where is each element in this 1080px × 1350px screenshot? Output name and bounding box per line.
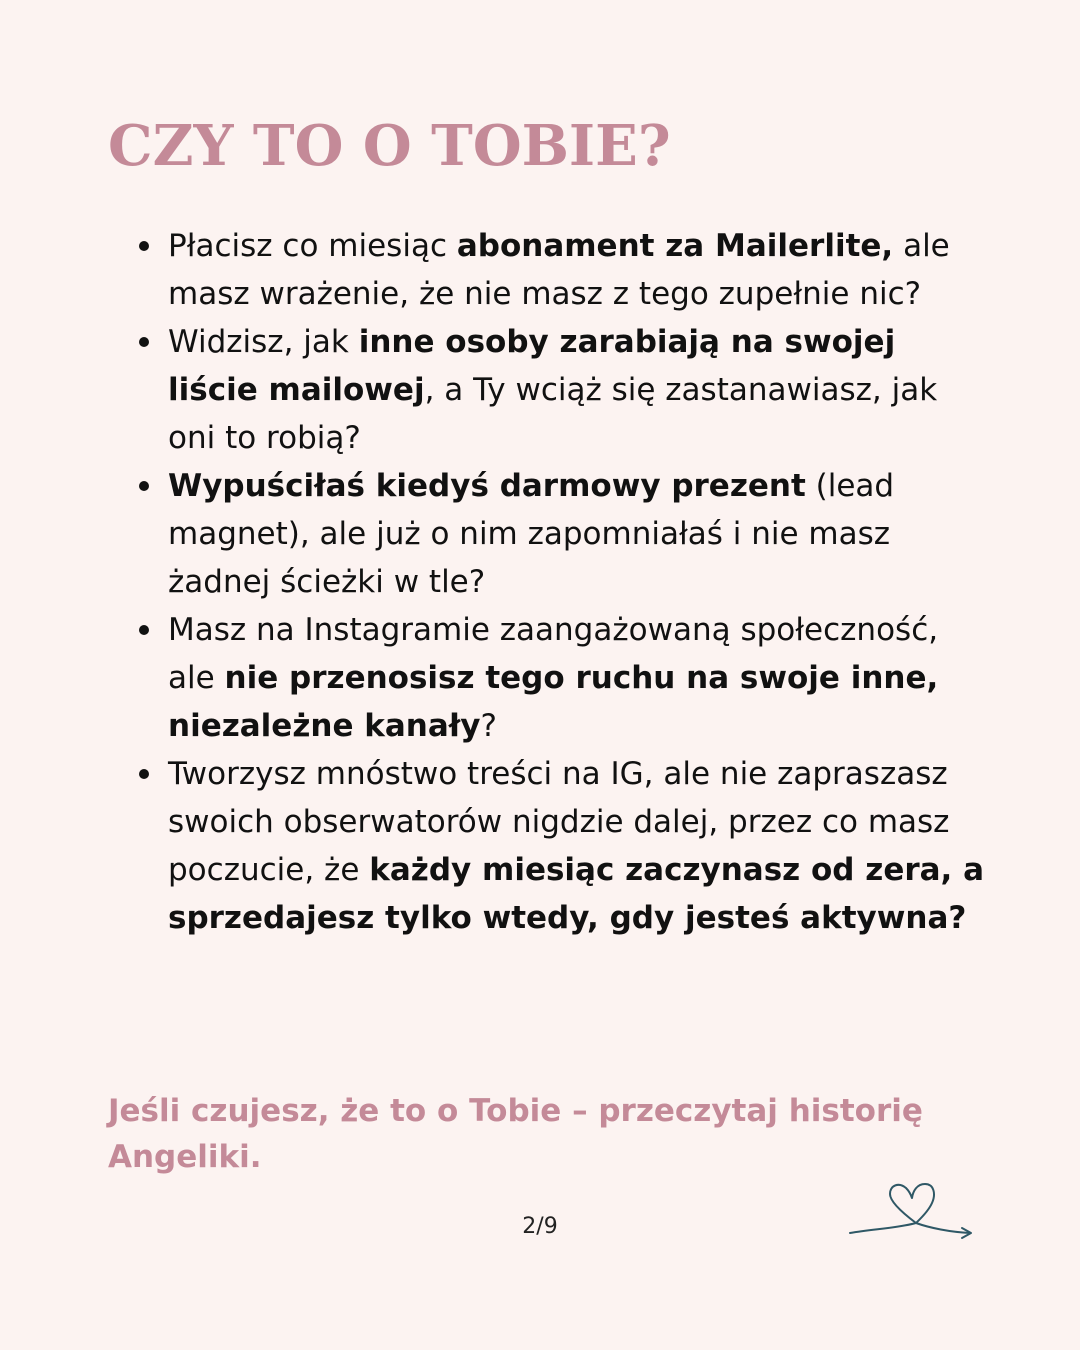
list-item-emphasis: nie przenosisz tego ruchu na swoje inne, niezależne kanały (168, 660, 939, 744)
heart-arrow-icon (846, 1176, 978, 1248)
list-item (168, 606, 988, 750)
list-item (168, 462, 988, 606)
list-item-emphasis: abonament za Mailerlite, (456, 228, 894, 264)
bullet-list (168, 222, 988, 942)
list-item-text: , a Ty wciąż się zastanawiasz, jak oni to robią? (168, 372, 938, 456)
heart-arrow-stroke (850, 1184, 970, 1233)
list-item-text: Tworzysz mnóstwo treści na IG, ale nie zapraszasz swoich obserwatorów nigdzie dalej, przez co masz poczucie, że (168, 756, 950, 888)
call-to-action: Jeśli czujesz, że to o Tobie – przeczytaj historię Angeliki. (108, 1093, 923, 1175)
list-item-text: ? (480, 708, 497, 744)
page-number: 2/9 (522, 1214, 558, 1239)
list-item-emphasis: każdy miesiąc zaczynasz od zera, a sprzedajesz tylko wtedy, gdy jesteś aktywna? (168, 852, 985, 936)
list-item-text: Widzisz, jak (168, 324, 359, 360)
list-item (168, 750, 988, 942)
list-item (168, 222, 988, 318)
list-item-text: Płacisz co miesiąc (168, 228, 457, 264)
list-item (168, 318, 988, 462)
page-title: CZY TO O TOBIE? (108, 113, 671, 179)
list-item-text: Masz na Instagramie zaangażowaną społeczność, ale (168, 612, 939, 696)
list-item-emphasis: inne osoby zarabiają na swojej liście mailowej (168, 324, 896, 408)
list-item-text: (lead magnet), ale już o nim zapomniałaś i nie masz żadnej ścieżki w tle? (168, 468, 895, 600)
list-item-text: ale masz wrażenie, że nie masz z tego zupełnie nic? (168, 228, 950, 312)
list-item-emphasis: Wypuściłaś kiedyś darmowy prezent (168, 468, 806, 504)
